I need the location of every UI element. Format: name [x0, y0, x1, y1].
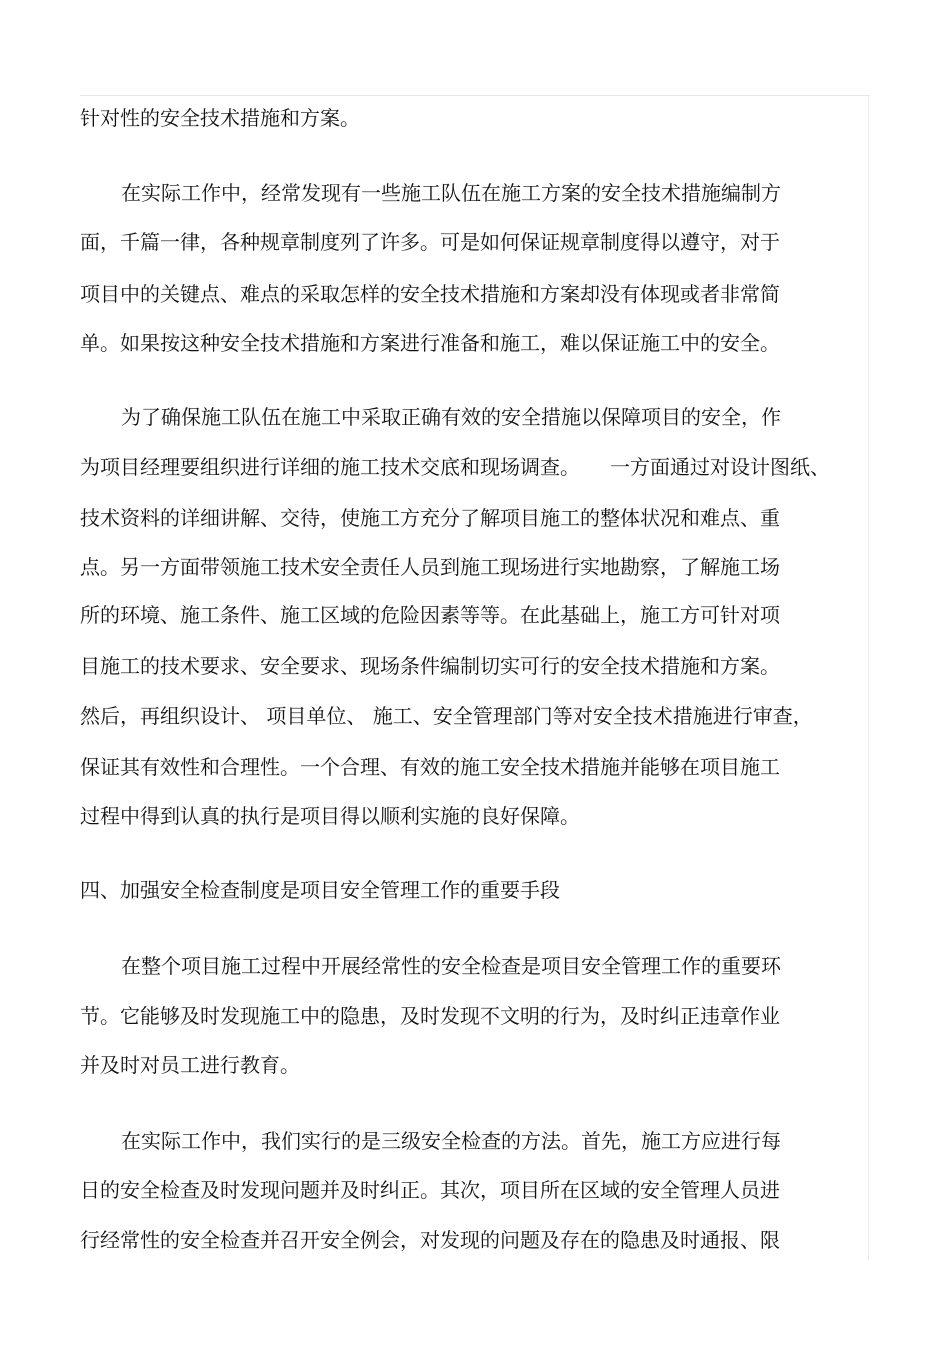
text-line: 过程中得到认真的执行是项目得以顺利实施的良好保障。	[80, 804, 580, 828]
text-line: 点。另一方面带领施工技术安全责任人员到施工现场进行实地勘察，了解施工场	[80, 555, 780, 579]
text-line: 行经常性的安全检查并召开安全例会，对发现的问题及存在的隐患及时通报、限	[80, 1228, 780, 1252]
text-line: 日的安全检查及时发现问题并及时纠正。其次，项目所在区域的安全管理人员进	[80, 1178, 780, 1202]
paragraph-start-line: 为了确保施工队伍在施工中采取正确有效的安全措施以保障项目的安全，作	[121, 405, 781, 429]
page-right-border	[868, 95, 869, 1260]
text-line: 面，千篇一律，各种规章制度列了许多。可是如何保证规章制度得以遵守，对于	[80, 230, 780, 254]
text-line: 所的环境、施工条件、施工区域的危险因素等等。在此基础上，施工方可针对项	[80, 603, 780, 627]
text-line: 单。如果按这种安全技术措施和方案进行准备和施工，难以保证施工中的安全。	[80, 331, 780, 355]
text-line: 并及时对员工进行教育。	[80, 1053, 300, 1077]
text-line: 节。它能够及时发现施工中的隐患，及时发现不文明的行为，及时纠正违章作业	[80, 1004, 780, 1028]
text-line: 然后，再组织设计、 项目单位、 施工、安全管理部门等对安全技术措施进行审查，	[80, 704, 813, 728]
paragraph-start-line: 在实际工作中，经常发现有一些施工队伍在施工方案的安全技术措施编制方	[121, 181, 781, 205]
page-top-border	[80, 95, 870, 96]
text-line: 针对性的安全技术措施和方案。	[80, 106, 360, 130]
section-heading: 四、加强安全检查制度是项目安全管理工作的重要手段	[80, 878, 560, 902]
text-line: 目施工的技术要求、安全要求、现场条件编制切实可行的安全技术措施和方案。	[80, 654, 780, 678]
text-line: 技术资料的详细讲解、交待，使施工方充分了解项目施工的整体状况和难点、重	[80, 506, 780, 530]
paragraph-start-line: 在整个项目施工过程中开展经常性的安全检查是项目安全管理工作的重要环	[121, 954, 781, 978]
paragraph-start-line: 在实际工作中，我们实行的是三级安全检查的方法。首先，施工方应进行每	[121, 1129, 781, 1153]
text-line: 项目中的关键点、难点的采取怎样的安全技术措施和方案却没有体现或者非常简	[80, 282, 780, 306]
text-line: 保证其有效性和合理性。一个合理、有效的施工安全技术措施并能够在项目施工	[80, 755, 780, 779]
text-line: 为项目经理要组织进行详细的施工技术交底和现场调查。 一方面通过对设计图纸、	[80, 455, 830, 479]
